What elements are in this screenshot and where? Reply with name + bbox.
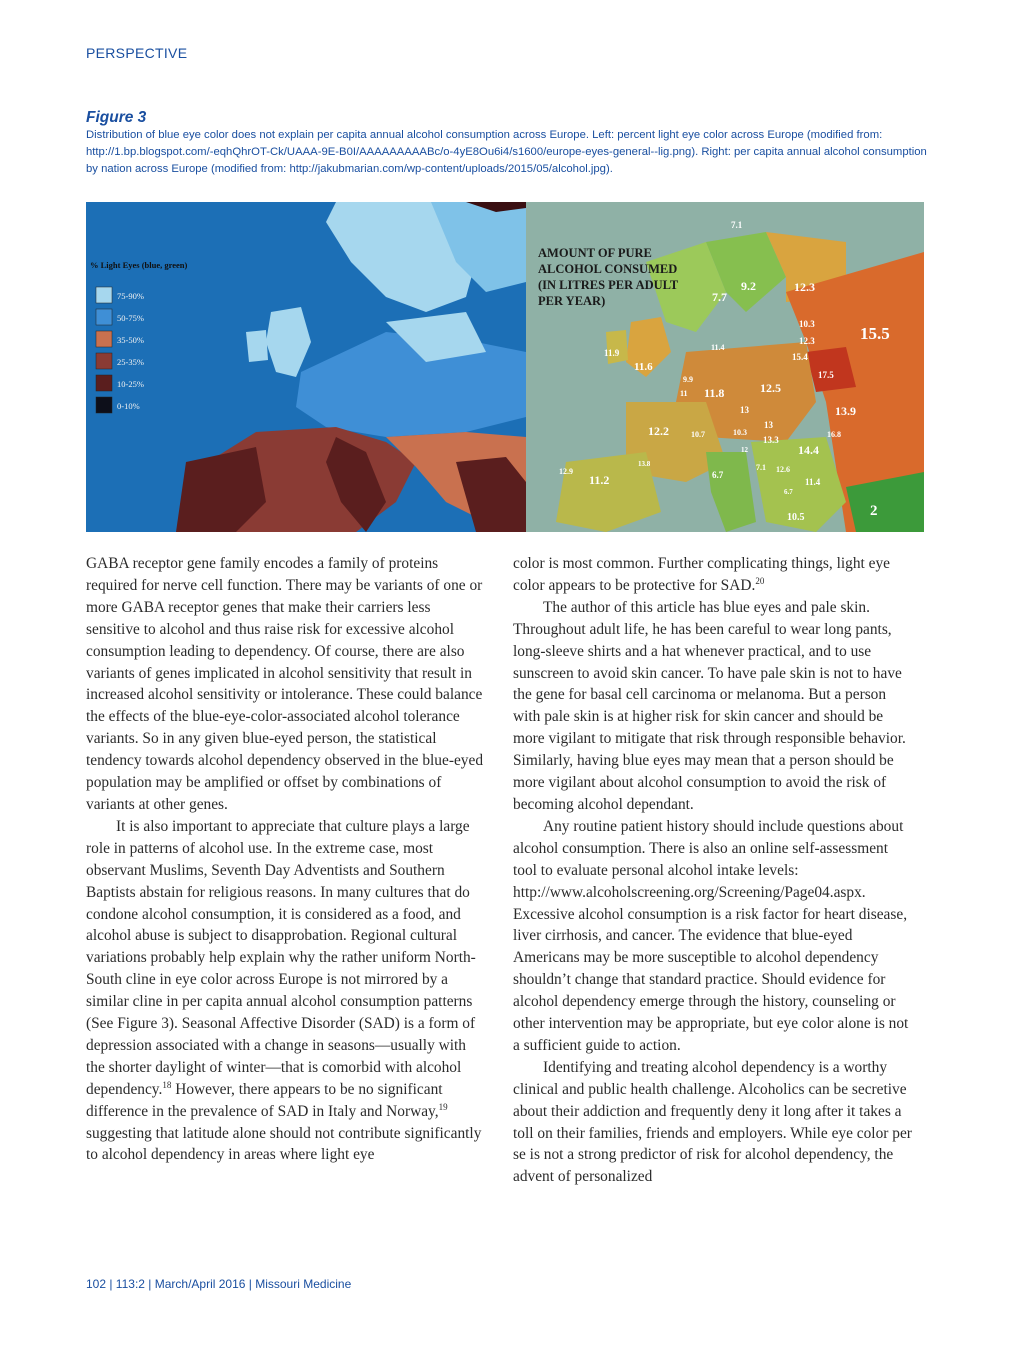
right-paragraph-1 xyxy=(513,553,915,597)
legend-swatch-75-90 xyxy=(96,287,112,303)
value-label: 7.1 xyxy=(731,220,743,230)
left-column xyxy=(86,553,484,1166)
left-paragraph-1: GABA receptor gene family encodes a family of proteins required for nerve cell function. There may be variants of one or more GABA receptor genes that make their carriers less sensitive to alcohol and thus raise risk for excessive alcohol consumption leading to dependency. Of course, there are also variants of genes implicated in alcohol sensitivity that result in increased alcohol sensitivity or intolerance. These could balance the effects of the blue-eye-color-associated alcohol tolerance variants. So in any given blue-eyed person, the statistical tendency towards alcohol dependency observed in the blue-eyed population may be amplified or offset by combinations of variants at other genes. xyxy=(86,555,484,813)
value-label: 12 xyxy=(741,446,748,454)
value-label: 11.6 xyxy=(634,361,653,373)
legend-label-0-10: 0-10% xyxy=(117,401,140,411)
value-label: 12.9 xyxy=(559,467,573,476)
left-legend-title: % Light Eyes (blue, green) xyxy=(90,260,188,270)
legend-label-25-35: 25-35% xyxy=(117,357,144,367)
value-label: 15.5 xyxy=(860,324,890,343)
value-label: 13 xyxy=(764,420,773,430)
value-label: 10.5 xyxy=(787,512,805,523)
value-label: 13.8 xyxy=(638,460,651,468)
legend-label-75-90: 75-90% xyxy=(117,291,144,301)
right-ireland xyxy=(606,330,628,364)
figure-3-maps xyxy=(86,202,924,532)
legend-swatch-35-50 xyxy=(96,331,112,347)
alcohol-map-title-4: PER YEAR) xyxy=(538,294,606,308)
legend-swatch-10-25 xyxy=(96,375,112,391)
section-label: PERSPECTIVE xyxy=(86,45,188,61)
value-label: 11.4 xyxy=(711,343,725,352)
right-paragraph-2: The author of this article has blue eyes and pale skin. Throughout adult life, he has been careful to wear long pants, long-sleeve shirts and a hat whenever practical, and to use sunscreen to avoid skin cancer. To have pale skin is not to have the gene for basal cell carcinoma or melanoma. But a person with pale skin is at higher risk for skin cancer and should be more vigilant to mitigate that risk through responsible behavior. Similarly, having blue eyes may mean that a person should be more vigilant about alcohol consumption to avoid the risk of becoming alcohol dependant. xyxy=(513,598,906,813)
value-label: 13.9 xyxy=(835,404,856,418)
value-label: 2 xyxy=(870,503,878,519)
value-label: 6.7 xyxy=(784,488,793,496)
light-eyes-map xyxy=(86,202,526,532)
value-label: 12.3 xyxy=(794,280,815,294)
value-label: 7.1 xyxy=(756,463,766,472)
value-label: 9.2 xyxy=(741,279,756,293)
value-label: 13 xyxy=(740,405,749,415)
value-label: 10.7 xyxy=(691,430,705,439)
value-label: 12.5 xyxy=(760,381,781,395)
value-label: 14.4 xyxy=(798,443,819,457)
legend-swatch-25-35 xyxy=(96,353,112,369)
left-paragraph-2 xyxy=(86,816,484,1167)
left-paragraph-2-cont: However, there appears to be no significant difference in the prevalence of SAD in Italy and Norway, xyxy=(86,1080,443,1120)
value-label: 11.4 xyxy=(805,477,821,487)
value-label: 12.3 xyxy=(799,336,815,346)
value-label: 7.7 xyxy=(712,290,727,304)
right-column xyxy=(513,553,915,1188)
value-label: 15.4 xyxy=(792,352,808,362)
legend-swatch-50-75 xyxy=(96,309,112,325)
value-label: 17.5 xyxy=(818,370,834,380)
value-label: 12.2 xyxy=(648,424,669,438)
alcohol-map-title-2: ALCOHOL CONSUMED xyxy=(538,262,678,276)
left-ireland xyxy=(246,330,268,362)
right-paragraph-4: Identifying and treating alcohol dependency is a worthy clinical and public health challenge. Alcoholics can be secretive about their addiction and frequently deny it long after it takes a toll on their families, friends and employers. While eye color per se is not a strong predictor of risk for alcohol dependency, the advent of personalized xyxy=(513,1058,912,1186)
legend-label-10-25: 10-25% xyxy=(117,379,144,389)
value-label: 6.7 xyxy=(712,470,724,480)
legend-swatch-0-10 xyxy=(96,397,112,413)
right-paragraph-3: Any routine patient history should include questions about alcohol consumption. There is also an online self-assessment tool to evaluate personal alcohol intake levels: http://www.alcoholscreening.org/Screening/Page04.aspx. Excessive alcohol consumption is a risk factor for heart disease, liver cirrhosis, and cancer. The evidence that blue-eyed Americans may be more susceptible to alcohol dependency shouldn’t change that standard practice. Should evidence for alcohol dependency emerge through the history, counseling or other intervention may be appropriate, but eye color alone is not a sufficient guide to action. xyxy=(513,817,909,1054)
alcohol-map xyxy=(526,202,924,532)
value-label: 9.9 xyxy=(683,375,693,384)
value-label: 16.8 xyxy=(827,430,841,439)
value-label: 12.6 xyxy=(776,465,790,474)
value-label: 11.2 xyxy=(589,473,610,487)
value-label: 10.3 xyxy=(799,319,815,329)
value-label: 10.3 xyxy=(733,428,747,437)
legend-label-50-75: 50-75% xyxy=(117,313,144,323)
ref-20: 20 xyxy=(755,575,765,586)
left-paragraph-2-end: suggesting that latitude alone should not contribute significantly to alcohol dependency in areas where light eye xyxy=(86,1124,482,1164)
right-paragraph-1-text: color is most common. Further complicating things, light eye color appears to be protective for SAD. xyxy=(513,555,891,594)
page-footer: 102 | 113:2 | March/April 2016 | Missouri Medicine xyxy=(86,1277,352,1291)
value-label: 11.8 xyxy=(704,386,725,400)
maps-svg xyxy=(86,202,924,532)
left-paragraph-2-text: It is also important to appreciate that culture plays a large role in patterns of alcohol use. In the extreme case, most observant Muslims, Seventh Day Adventists and Southern Baptists abstain for religious reasons. In many cultures that do condone alcohol consumption, it is considered as a food, and alcohol abuse is subject to disapprobation. Regional cultural variations probably help explain why the rather uniform North-South cline in eye color across Europe is not mirrored by a similar cline in per capita annual alcohol consumption patterns (See Figure 3). Seasonal Affective Disorder (SAD) is a form of depression associated with a change in seasons—usually with the shorter daylight of winter—that is comorbid with alcohol dependency. xyxy=(86,817,476,1098)
alcohol-map-title-3: (IN LITRES PER ADULT xyxy=(538,278,679,292)
ref-18: 18 xyxy=(162,1079,172,1090)
ref-19: 19 xyxy=(438,1101,448,1112)
alcohol-map-title-1: AMOUNT OF PURE xyxy=(538,246,652,260)
value-label: 11.9 xyxy=(604,348,620,358)
value-label: 11 xyxy=(680,389,688,398)
legend-label-35-50: 35-50% xyxy=(117,335,144,345)
figure-title: Figure 3 xyxy=(86,109,147,126)
figure-caption: Distribution of blue eye color does not explain per capita annual alcohol consumption across Europe. Left: percent light eye color across Europe (modified from: http://1.bp.blogspot.com/-eqhQhrOT-Ck/UAAA-9E-B0I/AAAAAAAAABc/o-4yE8Ou6i4/s1600/europe-eyes-general--lig.png). Right: per capita annual alcohol consumption by nation across Europe (modified from: http://jakubmarian.com/wp-content/uploads/2015/05/alcohol.jpg). xyxy=(86,129,927,176)
value-label: 13.3 xyxy=(763,435,779,445)
